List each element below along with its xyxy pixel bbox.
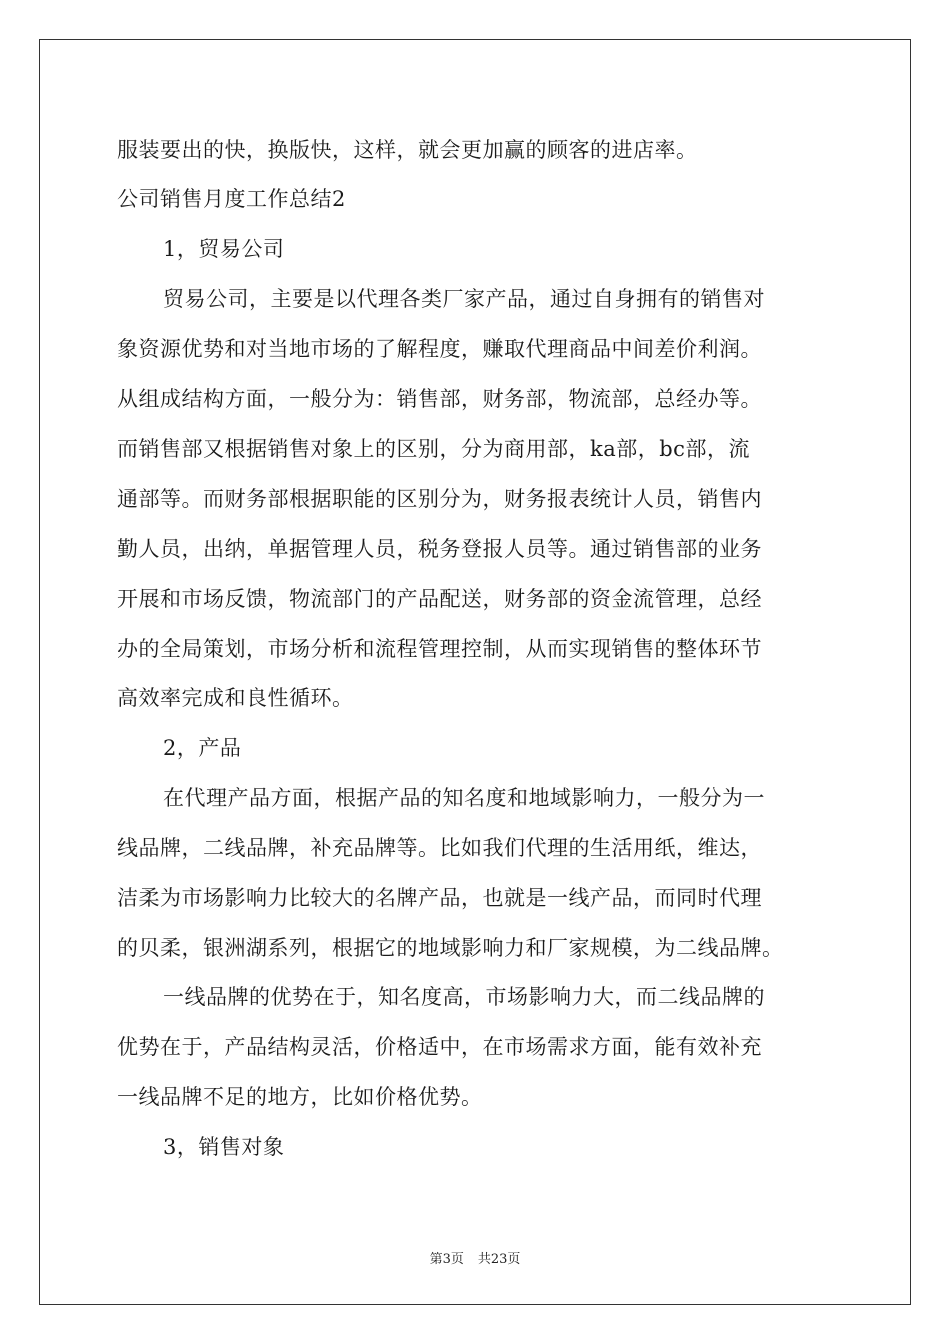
body-text-line: 一线品牌不足的地方，比如价格优势。	[117, 1085, 483, 1109]
body-text-line: 在代理产品方面，根据产品的知名度和地域影响力，一般分为一	[163, 786, 765, 810]
body-text-line: 线品牌，二线品牌，补充品牌等。比如我们代理的生活用纸，维达，	[117, 836, 762, 860]
body-text-line: 开展和市场反馈，物流部门的产品配送，财务部的资金流管理，总经	[117, 587, 762, 611]
page-footer	[0, 1248, 950, 1267]
body-text-line: 洁柔为市场影响力比较大的名牌产品，也就是一线产品，而同时代理	[117, 886, 762, 910]
body-text-line: 象资源优势和对当地市场的了解程度，赚取代理商品中间差价利润。	[117, 337, 762, 361]
page-number: 第3页	[429, 1252, 464, 1267]
subheading-trade-company: 1，贸易公司	[163, 237, 285, 261]
subheading-sales-target: 3，销售对象	[163, 1135, 285, 1159]
body-text-line: 通部等。而财务部根据职能的区别分为，财务报表统计人员，销售内	[117, 487, 762, 511]
total-pages: 共23页	[477, 1252, 521, 1267]
body-text-line: 优势在于，产品结构灵活，价格适中，在市场需求方面，能有效补充	[117, 1035, 762, 1059]
body-text-line: 的贝柔，银洲湖系列，根据它的地域影响力和厂家规模，为二线品牌。	[117, 936, 784, 960]
subheading-product: 2，产品	[163, 736, 242, 760]
body-text-line: 办的全局策划，市场分析和流程管理控制，从而实现销售的整体环节	[117, 637, 762, 661]
body-text-line: 而销售部又根据销售对象上的区别，分为商用部，ka部，bc部，流	[117, 437, 750, 461]
body-text-line: 一线品牌的优势在于，知名度高，市场影响力大，而二线品牌的	[163, 985, 765, 1009]
body-text-line: 勤人员，出纳，单据管理人员，税务登报人员等。通过销售部的业务	[117, 537, 762, 561]
body-text-line: 从组成结构方面，一般分为：销售部，财务部，物流部，总经办等。	[117, 387, 762, 411]
page-border	[39, 39, 911, 1305]
body-text-line: 服装要出的快，换版快，这样，就会更加赢的顾客的进店率。	[117, 138, 698, 162]
section-heading: 公司销售月度工作总结2	[117, 187, 346, 211]
body-text-line: 贸易公司，主要是以代理各类厂家产品，通过自身拥有的销售对	[163, 287, 765, 311]
body-text-line: 高效率完成和良性循环。	[117, 686, 354, 710]
